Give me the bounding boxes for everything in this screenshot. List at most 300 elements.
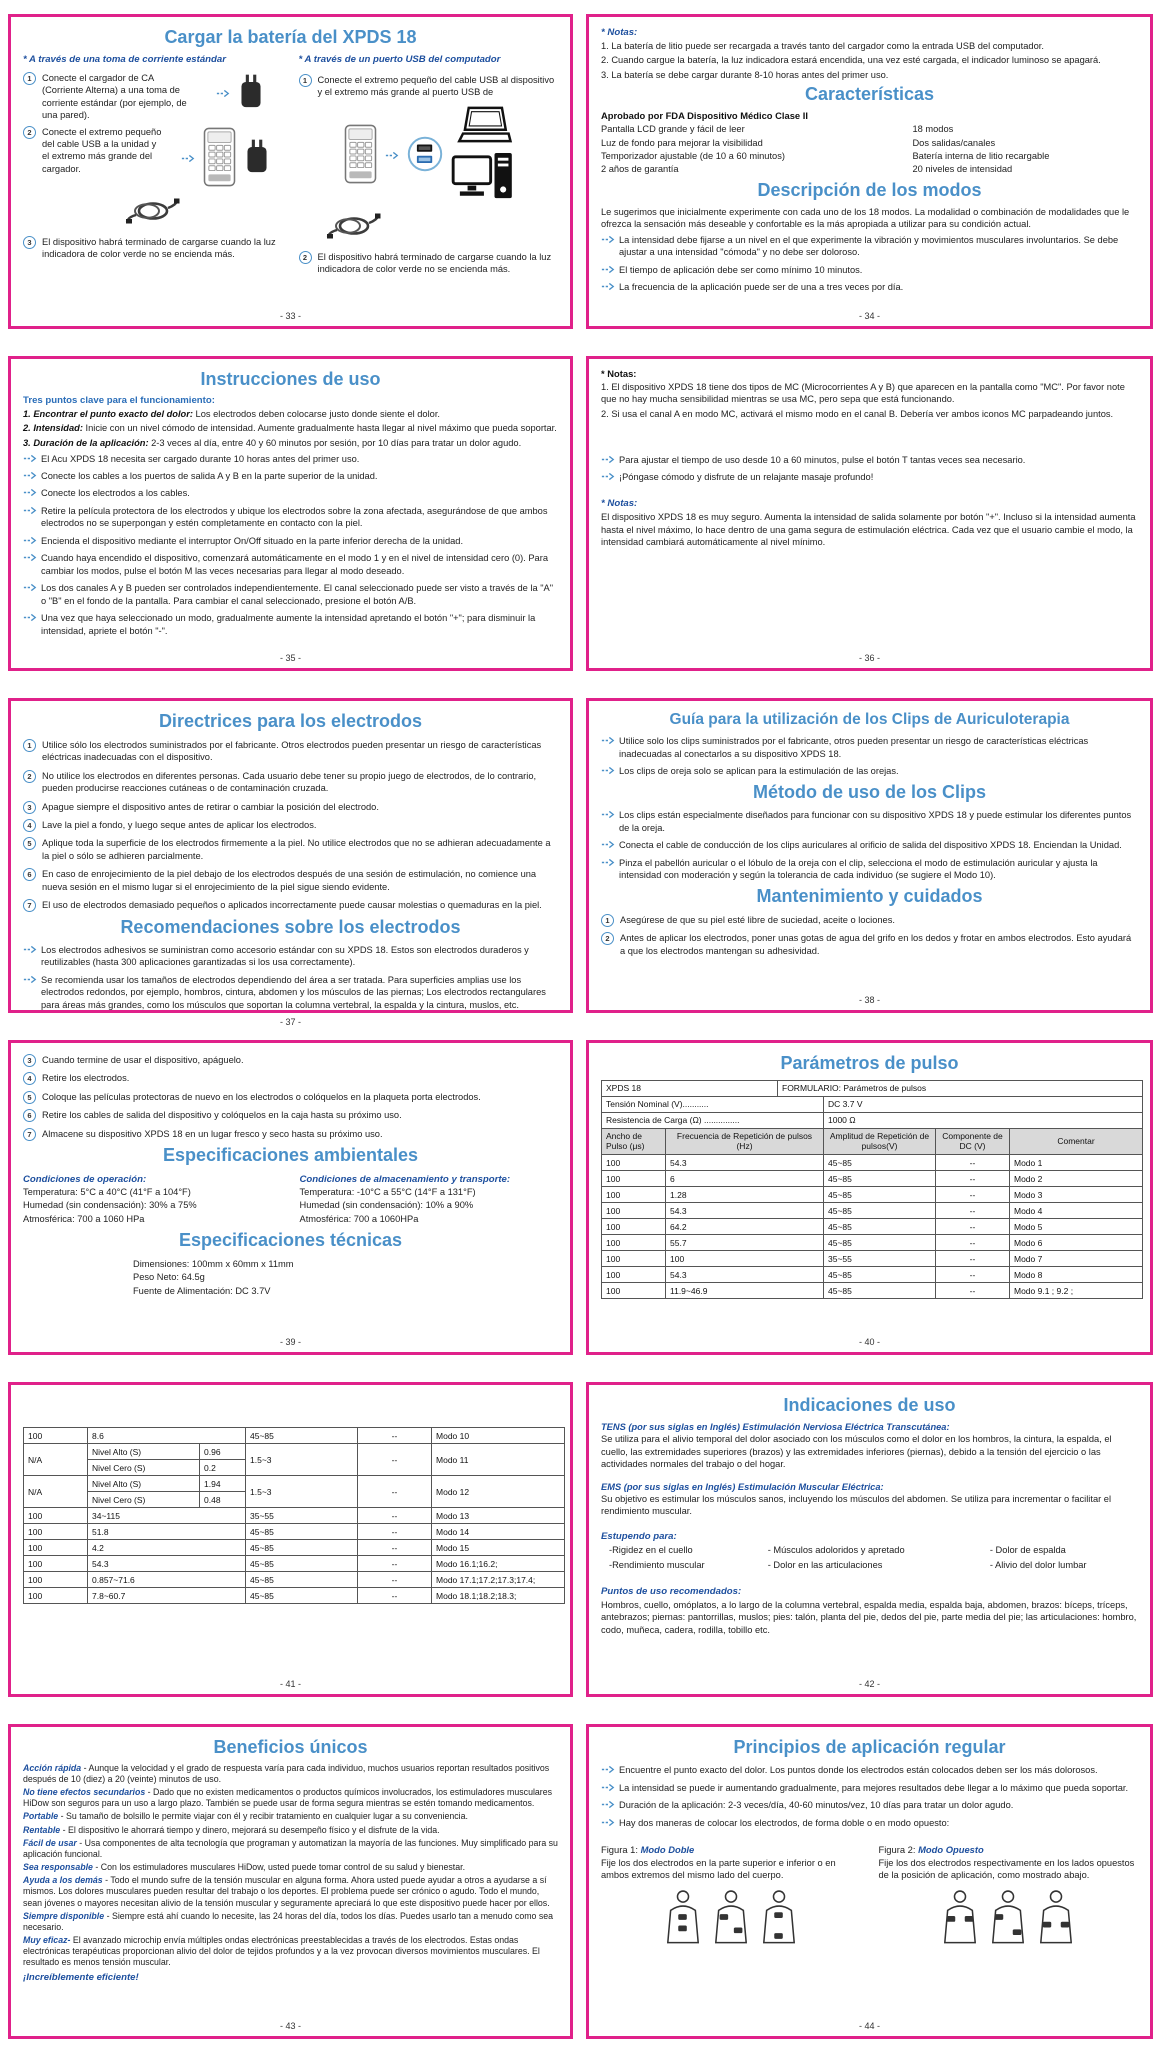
spacer: [601, 1574, 1138, 1584]
table-cell: 100: [602, 1187, 666, 1203]
manual-page: [586, 1382, 1153, 1697]
dashed-arrow-icon: [385, 147, 399, 165]
conditions-heading: Condiciones de almacenamiento y transporte:: [299, 1173, 511, 1185]
table-row: [24, 1524, 565, 1540]
condition-line: Humedad (sin condensación): 10% a 90%: [299, 1200, 474, 1211]
figure-caption-label: Figura 1:: [601, 1843, 641, 1855]
manual-page: [8, 356, 573, 671]
table-cell: Modo 11: [432, 1444, 565, 1476]
numbered-item-text: Almacene su dispositivo XPDS 18 en un lugar fresco y seco hasta su próximo uso.: [42, 1128, 383, 1139]
step-number: 7: [23, 899, 36, 912]
lead-paragraph: [601, 1421, 1138, 1471]
section-heading: Parámetros de pulso: [780, 1053, 959, 1073]
numbered-item-text: Conecte el cargador de CA (Corriente Alterna) a una toma de corriente estándar (por ejemplo, de una pared).: [42, 72, 187, 121]
numbered-item: [23, 71, 283, 123]
benefit-item: -Rendimiento muscular: [609, 1559, 705, 1570]
manual-page: [586, 14, 1153, 329]
numbered-item: [23, 235, 283, 262]
arrow-item-text: El Acu XPDS 18 necesita ser cargado durante 10 horas antes del primer uso.: [41, 453, 360, 464]
table-cell: N/A: [24, 1476, 88, 1508]
features-row: [601, 137, 1138, 150]
table-cell: Modo 18.1;18.2;18.3;: [432, 1588, 565, 1604]
arrow-item: [23, 504, 558, 531]
pulse-parameters-table: [23, 1427, 565, 1604]
feature-left: Pantalla LCD grande y fácil de leer: [601, 124, 745, 135]
table-row: [602, 1251, 1143, 1267]
step-number: 3: [23, 236, 36, 249]
table-cell: 100: [602, 1219, 666, 1235]
table-cell: --: [358, 1540, 432, 1556]
table-cell: 64.2: [666, 1219, 824, 1235]
spec-line: Dimensiones: 100mm x 60mm x 11mm: [133, 1259, 294, 1269]
table-cell: 100: [602, 1171, 666, 1187]
page-number: - 36 -: [858, 653, 880, 663]
table-cell: 8.6: [88, 1428, 246, 1444]
figure-description: Fije los dos electrodos en la parte superior e inferior o en ambos extremos del mismo lado del cuerpo.: [601, 1857, 836, 1880]
numbered-item-text: Coloque las películas protectoras de nuevo en los electrodos o colóquelos en la plaqueta porta electrodos.: [42, 1091, 481, 1102]
dashed-arrow-icon: [23, 536, 37, 545]
arrow-item-text: Conecte los cables a los puertos de salida A y B en la parte superior de la unidad.: [41, 471, 378, 481]
tens-device-icon: [344, 124, 377, 189]
paragraph: Le sugerimos que inicialmente experimente con cada uno de los 18 modos. La modalidad o combinación de modalidades que le ofrezca la sensación más deseable y confortable es la más apropiada a utilizar para su condición actual.: [601, 206, 1130, 230]
step-number: 3: [23, 801, 36, 814]
table-row: [602, 1171, 1143, 1187]
table-cell: 1.5~3: [246, 1444, 358, 1476]
table-cell: 0.2: [200, 1460, 246, 1476]
table-cell: --: [936, 1171, 1010, 1187]
table-cell: FORMULARIO: Parámetros de pulsos: [778, 1080, 1143, 1096]
table-cell: 6: [666, 1171, 824, 1187]
benefit-item: - Alivio del dolor lumbar: [989, 1559, 1087, 1570]
lead-text: 3. Duración de la aplicación:: [23, 437, 149, 448]
manual-page: [8, 1040, 573, 1355]
paragraph: Hombros, cuello, omóplatos, a lo largo de la columna vertebral, espalda media, espalda baja, abdomen, brazos: bíceps, tríceps, antebrazos; piernas: pantorrillas, muslos; pies: talón, planta del pie, dedos del pie, parte media del pie; las articulaciones: hombro, codo, muñeca, cadera, rodilla, tobillo etc.: [601, 1599, 1137, 1635]
spacer: [601, 1519, 1138, 1529]
table-cell: --: [358, 1588, 432, 1604]
arrow-item: [23, 611, 558, 638]
table-cell: 100: [602, 1155, 666, 1171]
arrow-item: [601, 1763, 1138, 1777]
dashed-arrow-icon: [601, 1783, 615, 1792]
section-heading: Instrucciones de uso: [200, 369, 381, 389]
arrow-item: [601, 1816, 1138, 1830]
table-cell: Nivel Cero (S): [88, 1492, 200, 1508]
numbered-item-text: Antes de aplicar los electrodos, poner unas gotas de agua del grifo en los dedos y frotar en ambos electrodos. Esto ayudará a que los electrodos mantengan su adhesividad.: [620, 933, 1132, 956]
page-number: - 34 -: [858, 311, 880, 321]
table-cell: 45~85: [824, 1155, 936, 1171]
body-figure-icon: [1037, 1889, 1075, 1950]
numbered-item: [23, 1053, 558, 1067]
arrow-item: [23, 581, 558, 608]
section-heading: Beneficios únicos: [213, 1737, 368, 1757]
dashed-arrow-icon: [601, 1818, 615, 1827]
numbered-item: [23, 898, 558, 912]
page-number: - 33 -: [279, 311, 301, 321]
table-cell: 45~85: [824, 1267, 936, 1283]
arrow-item-text: La intensidad se puede ir aumentando gradualmente, para mejores resultados debe llegar a lo máximo que pueda soportar.: [619, 1782, 1129, 1793]
usb-cable-icon: [327, 213, 381, 244]
dashed-arrow-icon: [601, 282, 615, 291]
manual-page: [586, 1040, 1153, 1355]
features-row: [601, 163, 1138, 176]
ac-charger-icon: [244, 138, 270, 181]
table-row: [24, 1508, 565, 1524]
paragraph: 1. El dispositivo XPDS 18 tiene dos tipos de MC (Microcorrientes A y B) que aparecen en la pantalla como "MC". Por favor note que no hay mucha sensibilidad mientras se usa MC, pero sepa que está funcionando.: [601, 382, 1125, 405]
usb-ports-icon: [407, 136, 443, 177]
table-row: [602, 1235, 1143, 1251]
features-row: [601, 150, 1138, 163]
table-cell: Modo 13: [432, 1508, 565, 1524]
table-cell: 0.48: [200, 1492, 246, 1508]
condition-line: Humedad (sin condensación): 30% a 75%: [23, 1200, 197, 1211]
figure-caption: [601, 1844, 861, 1855]
dashed-arrow-icon: [23, 553, 37, 562]
table-row: [602, 1267, 1143, 1283]
lead-text: EMS (por sus siglas en Inglés) Estimulación Muscular Eléctrica:: [601, 1481, 884, 1492]
numbered-item-text: El uso de electrodos demasiado pequeños o aplicados incorrectamente puede causar molestias o quemaduras en la piel.: [42, 900, 542, 911]
arrow-item-text: Utilice solo los clips suministrados por el fabricante, otros pueden presentar un riesgo de características eléctricas inadecuadas al conectarlos a su dispositivo XPDS 18.: [619, 736, 1089, 759]
column-header: Ancho de Pulso (μs): [602, 1128, 666, 1154]
table-cell: 100: [24, 1556, 88, 1572]
page-number: - 44 -: [858, 2021, 880, 2031]
arrow-item: [601, 1781, 1138, 1795]
arrow-item-text: Conecta el cable de conducción de los clips auriculares al orificio de salida del dispositivo XPDS 18. Enciendan la Unidad.: [619, 840, 1122, 851]
benefits-row: [601, 1544, 1138, 1558]
table-cell: 54.3: [666, 1203, 824, 1219]
step-number: 2: [601, 932, 614, 945]
table-cell: 100: [24, 1428, 88, 1444]
step-number: 2: [23, 126, 36, 139]
dashed-arrow-icon: [601, 858, 615, 867]
step-number: 5: [23, 837, 36, 850]
arrow-item: [601, 263, 1138, 277]
arrow-item-text: Duración de la aplicación: 2-3 veces/día, 40-60 minutos/vez, 10 días para tratar un dolor agudo.: [619, 1800, 1014, 1811]
figure-description: Fije los dos electrodos respectivamente en los lados opuestos de la posición de aplicación, como mostrado abajo.: [878, 1857, 1135, 1880]
usb-cable-icon: [126, 198, 180, 229]
manual-page: [586, 1724, 1153, 2039]
dashed-arrow-icon: [601, 1800, 615, 1809]
numbered-item-text: Apague siempre el dispositivo antes de retirar o cambiar la posición del electrodo.: [42, 801, 379, 812]
paragraph-text: - Aunque la velocidad y el grado de respuesta varía para cada individuo, muchos usuarios reportan resultados positivos después de 10 (diez) a 20 (veinte) minutos de uso.: [23, 1762, 550, 1784]
lead-text: 2. Intensidad:: [23, 423, 83, 434]
table-row: [602, 1283, 1143, 1299]
step-number: 6: [23, 868, 36, 881]
table-cell: N/A: [24, 1444, 88, 1476]
table-cell: Modo 4: [1010, 1203, 1143, 1219]
section-heading: Recomendaciones sobre los electrodos: [120, 916, 461, 937]
section-heading: Indicaciones de uso: [783, 1395, 956, 1415]
table-row: [24, 1444, 565, 1460]
numbered-item-text: Conecte el extremo pequeño del cable USB al dispositivo y el extremo más grande al puerto USB de: [317, 74, 555, 98]
dashed-arrow-icon: [216, 85, 230, 103]
table-cell: Nivel Alto (S): [88, 1476, 200, 1492]
table-cell: 54.3: [666, 1155, 824, 1171]
table-row: [24, 1540, 565, 1556]
page-number: - 40 -: [858, 1337, 880, 1347]
table-cell: 100: [602, 1235, 666, 1251]
features-row: [601, 123, 1138, 136]
body-figure-icon: [664, 1889, 702, 1950]
table-cell: 0.857~71.6: [88, 1572, 246, 1588]
table-cell: Modo 1: [1010, 1155, 1143, 1171]
table-cell: 11.9~46.9: [666, 1283, 824, 1299]
page-number: - 43 -: [279, 2021, 301, 2031]
step-number: 1: [601, 914, 614, 927]
arrow-item: [601, 856, 1138, 883]
table-row: [24, 1476, 565, 1492]
section-heading: Cargar la batería del XPDS 18: [164, 27, 417, 47]
table-cell: 35~55: [824, 1251, 936, 1267]
table-cell: Modo 9.1 ; 9.2 ;: [1010, 1283, 1143, 1299]
lead-paragraph: [23, 1838, 558, 1860]
table-row: [24, 1428, 565, 1444]
numbered-item: [23, 818, 558, 832]
table-cell: 100: [602, 1283, 666, 1299]
table-cell: 51.8: [88, 1524, 246, 1540]
step-number: 6: [23, 1109, 36, 1122]
paragraph-text: Inicie con un nivel cómodo de intensidad. Aumente gradualmente hasta llegar al nivel máximo que pueda soportar.: [82, 423, 557, 434]
table-cell: 1.5~3: [246, 1476, 358, 1508]
wall-outlet-column: [23, 52, 283, 308]
table-row: [24, 1588, 565, 1604]
spacer: [23, 1393, 558, 1425]
table-cell: Modo 5: [1010, 1219, 1143, 1235]
placement-figures: [601, 1844, 1138, 1951]
table-cell: 45~85: [246, 1588, 358, 1604]
arrow-item-text: Encuentre el punto exacto del dolor. Los puntos donde los electrodos están colocados deben ser los más dolorosos.: [619, 1765, 1098, 1776]
paragraph-text: El avanzado microchip envía múltiples ondas electrónicas preestablecidas a través de los electrodos. Estas ondas electrónicas terapéuticas proporcionan alivio del dolor de tejidos profundos y a la vez provocan diversos movimientos musculares. El resultado es menos tensión muscular.: [23, 1935, 540, 1968]
table-cell: 45~85: [824, 1235, 936, 1251]
ac-charger-icon: [238, 73, 264, 116]
lead-text: Rentable: [23, 1824, 61, 1835]
numbered-item: [23, 769, 558, 796]
arrow-item: [601, 280, 1138, 294]
page-number: - 37 -: [279, 1016, 301, 1027]
numbered-item-text: El dispositivo habrá terminado de cargarse cuando la luz indicadora de color verde no se encienda más.: [42, 236, 276, 259]
table-row: [602, 1203, 1143, 1219]
figure-1-dual-mode: [601, 1844, 861, 1951]
paragraph: 3. La batería se debe cargar durante 8-10 horas antes del primer uso.: [601, 69, 889, 80]
table-header-row: [602, 1128, 1143, 1154]
table-cell: Modo 12: [432, 1476, 565, 1508]
arrow-item-text: Los clips de oreja solo se aplican para la estimulación de las orejas.: [619, 766, 899, 777]
table-cell: --: [936, 1267, 1010, 1283]
table-cell: 100: [602, 1267, 666, 1283]
lead-paragraph: [23, 437, 558, 449]
method-subheading: * A través de un puerto USB del computador: [298, 53, 501, 65]
dashed-arrow-icon: [601, 766, 615, 775]
table-row: [24, 1556, 565, 1572]
section-heading: Principios de aplicación regular: [733, 1737, 1006, 1757]
dashed-arrow-icon: [601, 1765, 615, 1774]
column-header: Amplitud de Repetición de pulsos(V): [824, 1128, 936, 1154]
numbered-item-text: Conecte el extremo pequeño del cable USB a la unidad y el extremo más grande del cargador.: [42, 126, 162, 174]
arrow-item: [601, 764, 1138, 778]
numbered-item-text: Asegúrese de que su piel esté libre de suciedad, aceite o lociones.: [620, 914, 895, 925]
condition-line: Temperatura: -10°C a 55°C (14°F a 131°F): [299, 1186, 476, 1197]
benefit-item: -Rigidez en el cuello: [609, 1544, 693, 1555]
section-heading: Especificaciones técnicas: [178, 1230, 403, 1251]
step-number: 4: [23, 819, 36, 832]
numbered-item-text: Aplique toda la superficie de los electrodos firmemente a la piel. No utilice electrodos que no se adhieran adecuadamente a la piel o sólo se adhieren parcialmente.: [42, 838, 551, 861]
dashed-arrow-icon: [23, 945, 37, 954]
page-number: - 38 -: [858, 995, 880, 1005]
table-cell: --: [936, 1283, 1010, 1299]
table-cell: XPDS 18: [602, 1080, 778, 1096]
arrow-item-text: La frecuencia de la aplicación puede ser de una a tres veces por día.: [619, 282, 904, 293]
table-cell: 1.94: [200, 1476, 246, 1492]
manual-page: [8, 14, 573, 329]
table-cell: 45~85: [246, 1556, 358, 1572]
arrow-item: [601, 838, 1138, 852]
spacer: [601, 421, 1138, 451]
numbered-item: [23, 800, 558, 814]
dashed-arrow-icon: [601, 810, 615, 819]
feature-right: 18 modos: [912, 124, 954, 135]
dashed-arrow-icon: [23, 583, 37, 592]
table-cell: --: [358, 1508, 432, 1524]
notes-label: * Notas:: [601, 498, 638, 510]
method-subheading: * A través de una toma de corriente estándar: [23, 53, 226, 65]
notes-label: * Notas:: [601, 27, 638, 38]
numbered-item: [23, 1071, 558, 1085]
table-cell: Modo 17.1;17.2;17.3;17.4;: [432, 1572, 565, 1588]
paragraph: 2. Cuando cargue la batería, la luz indicadora estará encendida, una vez esté cargada, el indicador luminoso se apagará.: [601, 55, 1101, 66]
paragraph-text: - El dispositivo le ahorrará tiempo y dinero, mejorará su desempeño físico y el disfrute de la vida.: [60, 1824, 440, 1835]
notes-label: Puntos de uso recomendados:: [601, 1585, 742, 1597]
table-cell: --: [936, 1219, 1010, 1235]
arrow-item-text: ¡Póngase cómodo y disfrute de un relajante masaje profundo!: [619, 472, 874, 483]
arrow-item-text: La intensidad debe fijarse a un nivel en el que experimente la vibración y movimientos musculares involuntarios. Se debe ajustar a una intensidad "cómoda" y no debe ser doloroso.: [619, 235, 1119, 258]
table-cell: Resistencia de Carga (Ω) ...............: [602, 1112, 824, 1128]
spec-line: Peso Neto: 64.5g: [133, 1272, 205, 1283]
benefit-item: - Dolor de espalda: [989, 1544, 1066, 1555]
lead-text: Muy eficaz-: [23, 1935, 71, 1946]
paragraph-text: - Siempre está ahí cuando lo necesite, las 24 horas del día, todos los días. Puedes usarlo tan a menudo como sea necesario.: [23, 1910, 554, 1932]
notes-label: Estupendo para:: [601, 1530, 677, 1542]
table-cell: 0.96: [200, 1444, 246, 1460]
table-cell: 45~85: [824, 1187, 936, 1203]
dashed-arrow-icon: [23, 975, 37, 984]
table-cell: --: [358, 1572, 432, 1588]
step-number: 2: [299, 251, 312, 264]
benefit-item: - Dolor en las articulaciones: [767, 1559, 883, 1570]
arrow-item-text: Los electrodos adhesivos se suministran como accesorio estándar con su XPDS 18. Estos son electrodos duraderos y reutilizables (hasta 300 aplicaciones garantizadas si los usa correctamente).: [41, 944, 529, 968]
section-heading: Directrices para los electrodos: [158, 711, 423, 731]
spacer: [601, 1832, 1138, 1840]
storage-conditions: [300, 1172, 559, 1226]
table-cell: Modo 3: [1010, 1187, 1143, 1203]
step-number: 7: [23, 1128, 36, 1141]
table-cell: 1000 Ω: [824, 1112, 1143, 1128]
table-info-row: [602, 1080, 1143, 1096]
body-figure-icon: [760, 1889, 798, 1950]
table-cell: 100: [666, 1251, 824, 1267]
lead-paragraph: [23, 1875, 558, 1909]
table-cell: Modo 2: [1010, 1171, 1143, 1187]
table-cell: --: [358, 1444, 432, 1476]
table-cell: --: [936, 1187, 1010, 1203]
lead-paragraph: [23, 1811, 558, 1822]
paragraph: 1. La batería de litio puede ser recargada a través tanto del cargador como la entrada USB del computador.: [601, 41, 1044, 51]
dashed-arrow-icon: [601, 235, 615, 244]
lead-paragraph: [23, 408, 558, 420]
dashed-arrow-icon: [23, 471, 37, 480]
arrow-item-text: Se recomienda usar los tamaños de electrodos dependiendo del área a ser tratada. Para superficies amplias use los electrodos redondos, por ejemplo, hombros, cintura, abdomen y los músculos de las piernas; Los electrodos rectangulares para áreas más grandes, como los músculos que soportan la columna vertebral, la espalda y la cintura, muslos, etc.: [41, 974, 546, 1010]
table-cell: DC 3.7 V: [824, 1096, 1143, 1112]
table-cell: Nivel Alto (S): [88, 1444, 200, 1460]
numbered-item: [23, 738, 558, 765]
arrow-item-text: Pinza el pabellón auricular o el lóbulo de la oreja con el clip, selecciona el modo de estimulación auricular y ajusta la intensidad con moderación y según la tolerancia de cada individuo (se sugiere el Modo 10).: [619, 857, 1098, 881]
arrow-item-text: El tiempo de aplicación debe ser como mínimo 10 minutos.: [619, 264, 863, 275]
step-number: 1: [23, 72, 36, 85]
dashed-arrow-icon: [601, 455, 615, 464]
numbered-item: [23, 125, 283, 194]
step-number: 1: [299, 74, 312, 87]
table-cell: Modo 10: [432, 1428, 565, 1444]
spacer: [601, 486, 1138, 496]
paragraph-text: Los electrodos deben colocarse justo donde siente el dolor.: [192, 408, 441, 419]
tens-device-icon: [203, 127, 236, 192]
manual-page: [586, 356, 1153, 671]
table-cell: 100: [24, 1572, 88, 1588]
numbered-item: [299, 250, 559, 277]
feature-right: 20 niveles de intensidad: [912, 164, 1013, 175]
table-cell: 54.3: [88, 1556, 246, 1572]
lead-text: Portable: [23, 1811, 59, 1822]
table-cell: 45~85: [824, 1219, 936, 1235]
paragraph-text: - Todo el mundo sufre de la tensión muscular en alguna forma. Ahora usted puede ayudar a otros a ayudarse a sí mismos. Los dolores musculares pueden resultar del trabajo o los deportes. El problema puede ser crónico o agudo. Todo el mundo, sean jóvenes o mayores necesitan alivio de la tensión muscular y seguramente apreciará lo que este dispositivo puede hacer por ellos.: [23, 1875, 550, 1908]
arrow-item: [23, 551, 558, 578]
numbered-item-text: Retire los cables de salida del dispositivo y colóquelos en la caja hasta su próximo uso.: [42, 1110, 402, 1121]
numbered-item-text: Utilice sólo los electrodos suministrados por el fabricante. Otros electrodos pueden presentar un riesgo de características eléctricas inadecuadas con el dispositivo.: [42, 739, 542, 763]
arrow-item: [23, 943, 558, 970]
numbered-item: [601, 913, 1138, 927]
paragraph-text: - Su tamaño de bolsillo le permite viajar con él y recibir tratamiento en cualquier lugar a su conveniencia.: [58, 1811, 468, 1822]
table-cell: Modo 6: [1010, 1235, 1143, 1251]
table-cell: 7.8~60.7: [88, 1588, 246, 1604]
lead-text: Sea responsable: [23, 1862, 93, 1873]
numbered-item: [601, 931, 1138, 958]
table-cell: --: [936, 1155, 1010, 1171]
numbered-item: [23, 867, 558, 894]
table-cell: --: [936, 1203, 1010, 1219]
lead-text: Acción rápida: [23, 1762, 82, 1773]
manual-page: [586, 698, 1153, 1013]
technical-specs: [133, 1257, 558, 1298]
feature-left: Luz de fondo para mejorar la visibilidad: [601, 137, 763, 148]
arrow-item-text: Cuando haya encendido el dispositivo, comenzará automáticamente en el modo 1 y en el nivel de intensidad cero (0). Para cambiar los modos, pulse el botón M las veces necesarias para llegar al modo deseado.: [41, 553, 548, 576]
arrow-item-text: Hay dos maneras de colocar los electrodos, de forma doble o en modo opuesto:: [619, 1817, 950, 1828]
column-header: Comentar: [1010, 1128, 1143, 1154]
body-figure-icon: [712, 1889, 750, 1950]
numbered-item: [23, 836, 558, 863]
table-cell: --: [936, 1235, 1010, 1251]
paragraph: El dispositivo XPDS 18 es muy seguro. Aumenta la intensidad de salida solamente por botón "+". Incluso si la intensidad aumenta hasta el nivel máximo, lo hace dentro de una gama segura de estimulación eléctrica. Cada vez que el usuario cambie el modo, la intensidad cambiará automáticamente al nivel mínimo.: [601, 512, 1136, 548]
table-cell: 54.3: [666, 1267, 824, 1283]
table-info-row: [602, 1112, 1143, 1128]
feature-left: 2 años de garantía: [601, 164, 679, 175]
paragraph: 2. Si usa el canal A en modo MC, activará el mismo modo en el canal B. Debería ver ambos iconos MC parpadeando juntos.: [601, 408, 1114, 419]
paragraph-text: - Dado que no existen medicamentos o productos químicos involucrados, los estimuladores musculares HiDow son seguros para un uso a largo plazo. También se puede usar de forma segura mientras se estén tomando medicamentos.: [23, 1787, 553, 1809]
arrow-item: [23, 486, 558, 500]
lead-paragraph: [23, 1911, 558, 1933]
numbered-item-text: Lave la piel a fondo, y luego seque antes de aplicar los electrodos.: [42, 819, 317, 830]
manual-page: [8, 1724, 573, 2039]
page-number: - 35 -: [279, 653, 301, 663]
benefits-row: [601, 1559, 1138, 1573]
table-cell: 100: [602, 1251, 666, 1267]
